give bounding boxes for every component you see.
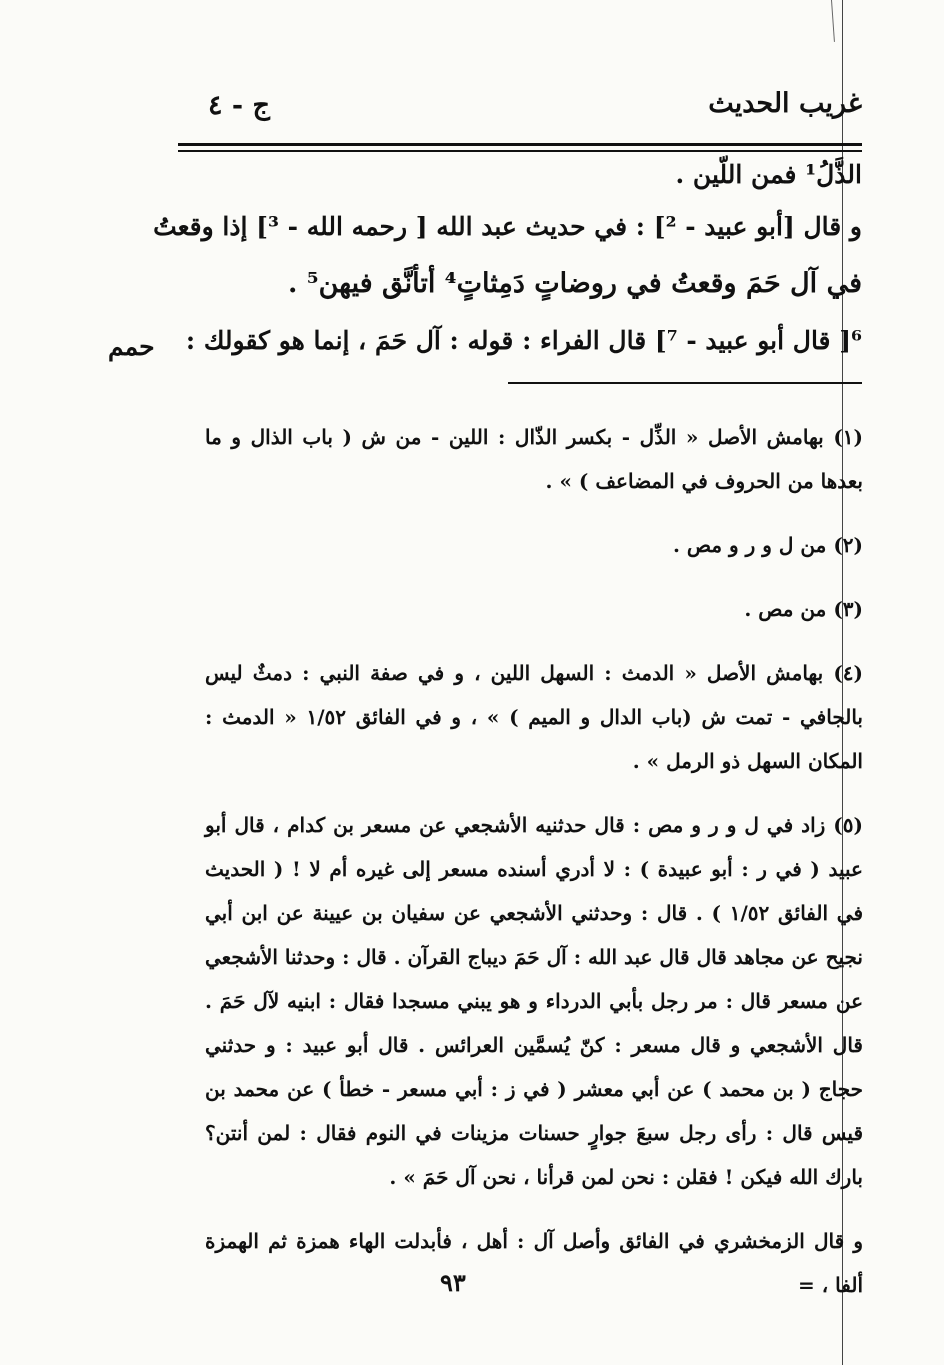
footnote-4: (٤) بهامش الأصل « الدمث : السهل اللين ، و في صفة النبي : دمثٌ ليس بالجافي - تمت ش (باب الدال و الميم ) » ، و في الفائق ١/٥٢ « الدمث : المكان السهل ذو الرمل » .	[205, 661, 863, 773]
margin-keyword: حمم	[108, 332, 155, 361]
page-fold-top	[831, 0, 835, 42]
header-rule-thick	[178, 143, 862, 146]
footnote-1: (١) بهامش الأصل « الذِّل - بكسر الذّال : اللين - من ش ( باب الذال و ما بعدها من الحروف في المضاعف ) » .	[205, 425, 863, 493]
footnote-separator	[508, 382, 862, 384]
footnotes-block	[205, 395, 863, 1313]
footnote-3: (٣) من مص .	[744, 597, 863, 621]
main-text-line: الذَّلُ¹ فمن اللّين .	[675, 160, 862, 189]
header-rule-thin	[178, 150, 862, 152]
book-title: غريب الحديث	[708, 88, 862, 119]
volume-label: ج - ٤	[208, 90, 270, 121]
footnote-5: (٥) زاد في ل و ر و مص : قال حدثنيه الأشجعي عن مسعر بن كدام ، قال أبو عبيد ( في ر : أبو عبيدة ) : لا أدري أسنده مسعر إلى غيره أم لا ! ( الحديث في الفائق ١/٥٢ ) . قال : وحدثني الأشجعي عن سفيان بن عيينة عن ابن أبي نجيح عن مجاهد قال قال عبد الله : آل حَمَ ديباج القرآن . قال : وحدثنا الأشجعي عن مسعر قال : مر رجل بأبي الدرداء و هو يبني مسجدا فقال : ابنيه لآل حَمَ . قال الأشجعي و قال مسعر : كنّ يُسمَّين العرائس . قال أبو عبيد : و حدثني حجاج ( بن محمد ) عن أبي معشر ( في ز : أبي مسعر - خطأ ) عن محمد بن قيس قال : رأى رجل سبعَ جوارٍ حسنات مزينات في النوم فقال : لمن أنتن؟ بارك الله فيكن ! فقلن : نحن لمن قرأنا ، نحن آل حَمَ » .	[205, 813, 863, 1189]
main-text-line: ⁶[ قال أبو عبيد - ⁷] قال الفراء : قوله : آل حَمَ ، إنما هو كقولك :	[185, 326, 862, 355]
running-header	[180, 80, 862, 130]
page-number: ٩٣	[440, 1268, 466, 1297]
footnote-continuation: و قال الزمخشري في الفائق وأصل آل : أهل ، فأبدلت الهاء همزة ثم الهمزة ألفا ، =	[205, 1229, 863, 1297]
footnote-2: (٢) من ل و ر و مص .	[672, 533, 863, 557]
main-text-line: في آل حَمَ وقعتُ في روضاتٍ دَمِثاتٍ⁴ أتأنَّق فيهن⁵ .	[287, 268, 862, 299]
main-text-line: و قال [أبو عبيد - ²] : في حديث عبد الله [ رحمه الله - ³] إذا وقعتُ	[153, 212, 862, 241]
